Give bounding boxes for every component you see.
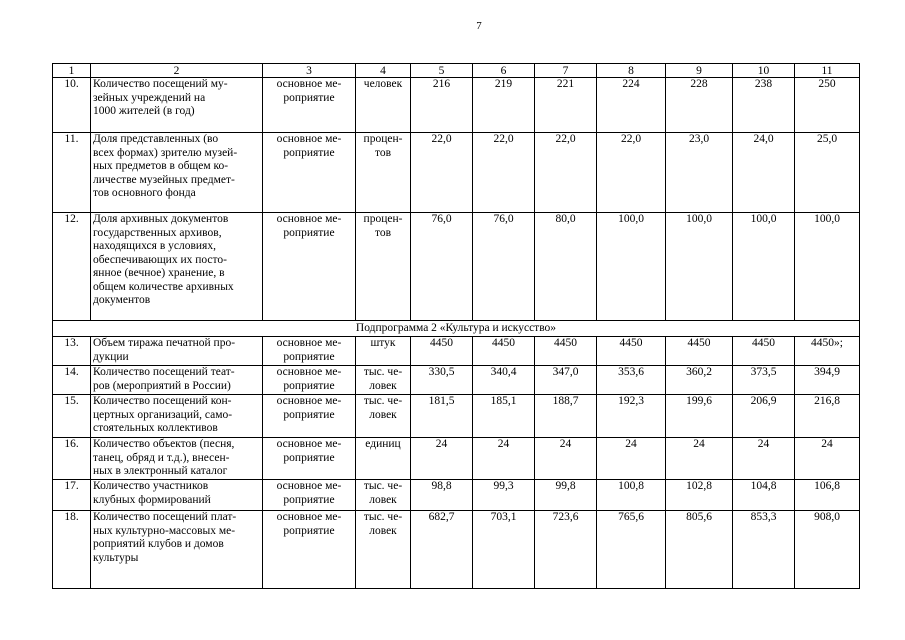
value-cell: 330,5	[411, 366, 473, 395]
value-cell: 24	[666, 438, 733, 480]
value-cell: 22,0	[535, 133, 597, 213]
value-cell: 76,0	[411, 213, 473, 321]
value-cell: 104,8	[733, 480, 795, 511]
value-cell: 394,9	[795, 366, 860, 395]
value-cell: 723,6	[535, 511, 597, 589]
table-row	[53, 78, 860, 133]
table-row	[53, 395, 860, 438]
value-cell: 100,0	[795, 213, 860, 321]
value-cell: 102,8	[666, 480, 733, 511]
unit-of-measure: процен- тов	[356, 213, 411, 321]
column-number-1: 1	[53, 64, 91, 78]
value-cell: 80,0	[535, 213, 597, 321]
value-cell: 221	[535, 78, 597, 133]
value-cell: 24	[473, 438, 535, 480]
value-cell: 4450	[597, 337, 666, 366]
row-number: 18.	[53, 511, 91, 589]
value-cell: 360,2	[666, 366, 733, 395]
column-number-7: 7	[535, 64, 597, 78]
value-cell: 25,0	[795, 133, 860, 213]
column-number-header-row	[53, 64, 860, 78]
value-cell: 4450	[733, 337, 795, 366]
indicator-name: Количество посещений плат- ных культурно-массовых ме- роприятий клубов и домов культуры	[91, 511, 263, 589]
value-cell: 99,3	[473, 480, 535, 511]
value-cell: 347,0	[535, 366, 597, 395]
value-cell: 199,6	[666, 395, 733, 438]
value-cell: 4450	[666, 337, 733, 366]
value-cell: 216	[411, 78, 473, 133]
table-row	[53, 511, 860, 589]
row-number: 11.	[53, 133, 91, 213]
column-number-4: 4	[356, 64, 411, 78]
indicator-name: Количество посещений му- зейных учреждений на 1000 жителей (в год)	[91, 78, 263, 133]
column-number-6: 6	[473, 64, 535, 78]
unit-of-measure: тыс. че- ловек	[356, 366, 411, 395]
value-cell: 99,8	[535, 480, 597, 511]
value-cell: 100,0	[733, 213, 795, 321]
value-cell: 4450	[535, 337, 597, 366]
indicator-name: Количество объектов (песня, танец, обряд и т.д.), внесен- ных в электронный каталог	[91, 438, 263, 480]
value-cell: 24	[535, 438, 597, 480]
value-cell: 100,0	[597, 213, 666, 321]
value-cell: 24	[411, 438, 473, 480]
column-number-3: 3	[263, 64, 356, 78]
event-type: основное ме- роприятие	[263, 438, 356, 480]
value-cell: 373,5	[733, 366, 795, 395]
indicator-name: Количество посещений кон- цертных организаций, само- стоятельных коллективов	[91, 395, 263, 438]
value-cell: 22,0	[597, 133, 666, 213]
unit-of-measure: человек	[356, 78, 411, 133]
page-number: 7	[476, 20, 482, 32]
unit-of-measure: единиц	[356, 438, 411, 480]
value-cell: 224	[597, 78, 666, 133]
column-number-9: 9	[666, 64, 733, 78]
indicator-name: Доля архивных документов государственных архивов, находящихся в условиях, обеспечивающих их посто- янное (вечное) хранение, в общем количестве архивных документов	[91, 213, 263, 321]
event-type: основное ме- роприятие	[263, 480, 356, 511]
event-type: основное ме- роприятие	[263, 213, 356, 321]
value-cell: 219	[473, 78, 535, 133]
row-number: 17.	[53, 480, 91, 511]
value-cell: 4450»;	[795, 337, 860, 366]
value-cell: 216,8	[795, 395, 860, 438]
value-cell: 188,7	[535, 395, 597, 438]
table-row	[53, 337, 860, 366]
value-cell: 22,0	[411, 133, 473, 213]
value-cell: 853,3	[733, 511, 795, 589]
event-type: основное ме- роприятие	[263, 78, 356, 133]
row-number: 14.	[53, 366, 91, 395]
unit-of-measure: тыс. че- ловек	[356, 395, 411, 438]
row-number: 10.	[53, 78, 91, 133]
unit-of-measure: процен- тов	[356, 133, 411, 213]
table-row	[53, 133, 860, 213]
value-cell: 228	[666, 78, 733, 133]
value-cell: 23,0	[666, 133, 733, 213]
value-cell: 185,1	[473, 395, 535, 438]
value-cell: 250	[795, 78, 860, 133]
table-row	[53, 213, 860, 321]
value-cell: 100,8	[597, 480, 666, 511]
column-number-11: 11	[795, 64, 860, 78]
value-cell: 703,1	[473, 511, 535, 589]
indicator-name: Количество посещений теат- ров (мероприятий в России)	[91, 366, 263, 395]
value-cell: 340,4	[473, 366, 535, 395]
value-cell: 106,8	[795, 480, 860, 511]
column-number-10: 10	[733, 64, 795, 78]
table-row	[53, 366, 860, 395]
event-type: основное ме- роприятие	[263, 133, 356, 213]
indicator-name: Количество участников клубных формирований	[91, 480, 263, 511]
value-cell: 24	[733, 438, 795, 480]
value-cell: 4450	[473, 337, 535, 366]
value-cell: 24	[597, 438, 666, 480]
value-cell: 206,9	[733, 395, 795, 438]
value-cell: 192,3	[597, 395, 666, 438]
row-number: 12.	[53, 213, 91, 321]
unit-of-measure: штук	[356, 337, 411, 366]
value-cell: 22,0	[473, 133, 535, 213]
table-row	[53, 480, 860, 511]
value-cell: 238	[733, 78, 795, 133]
indicator-name: Объем тиража печатной про- дукции	[91, 337, 263, 366]
subprogram-row	[53, 321, 860, 337]
value-cell: 100,0	[666, 213, 733, 321]
unit-of-measure: тыс. че- ловек	[356, 511, 411, 589]
value-cell: 98,8	[411, 480, 473, 511]
value-cell: 4450	[411, 337, 473, 366]
value-cell: 24	[795, 438, 860, 480]
value-cell: 908,0	[795, 511, 860, 589]
row-number: 16.	[53, 438, 91, 480]
value-cell: 765,6	[597, 511, 666, 589]
column-number-8: 8	[597, 64, 666, 78]
row-number: 13.	[53, 337, 91, 366]
subprogram-title: Подпрограмма 2 «Культура и искусство»	[53, 321, 860, 337]
column-number-5: 5	[411, 64, 473, 78]
value-cell: 181,5	[411, 395, 473, 438]
row-number: 15.	[53, 395, 91, 438]
value-cell: 76,0	[473, 213, 535, 321]
event-type: основное ме- роприятие	[263, 337, 356, 366]
value-cell: 682,7	[411, 511, 473, 589]
event-type: основное ме- роприятие	[263, 395, 356, 438]
event-type: основное ме- роприятие	[263, 511, 356, 589]
table-row	[53, 438, 860, 480]
indicator-name: Доля представленных (во всех формах) зрителю музей- ных предметов в общем ко- личестве музейных предмет- тов основного фонда	[91, 133, 263, 213]
value-cell: 353,6	[597, 366, 666, 395]
indicators-table	[52, 63, 860, 589]
value-cell: 24,0	[733, 133, 795, 213]
event-type: основное ме- роприятие	[263, 366, 356, 395]
table-body	[53, 64, 860, 589]
column-number-2: 2	[91, 64, 263, 78]
unit-of-measure: тыс. че- ловек	[356, 480, 411, 511]
value-cell: 805,6	[666, 511, 733, 589]
